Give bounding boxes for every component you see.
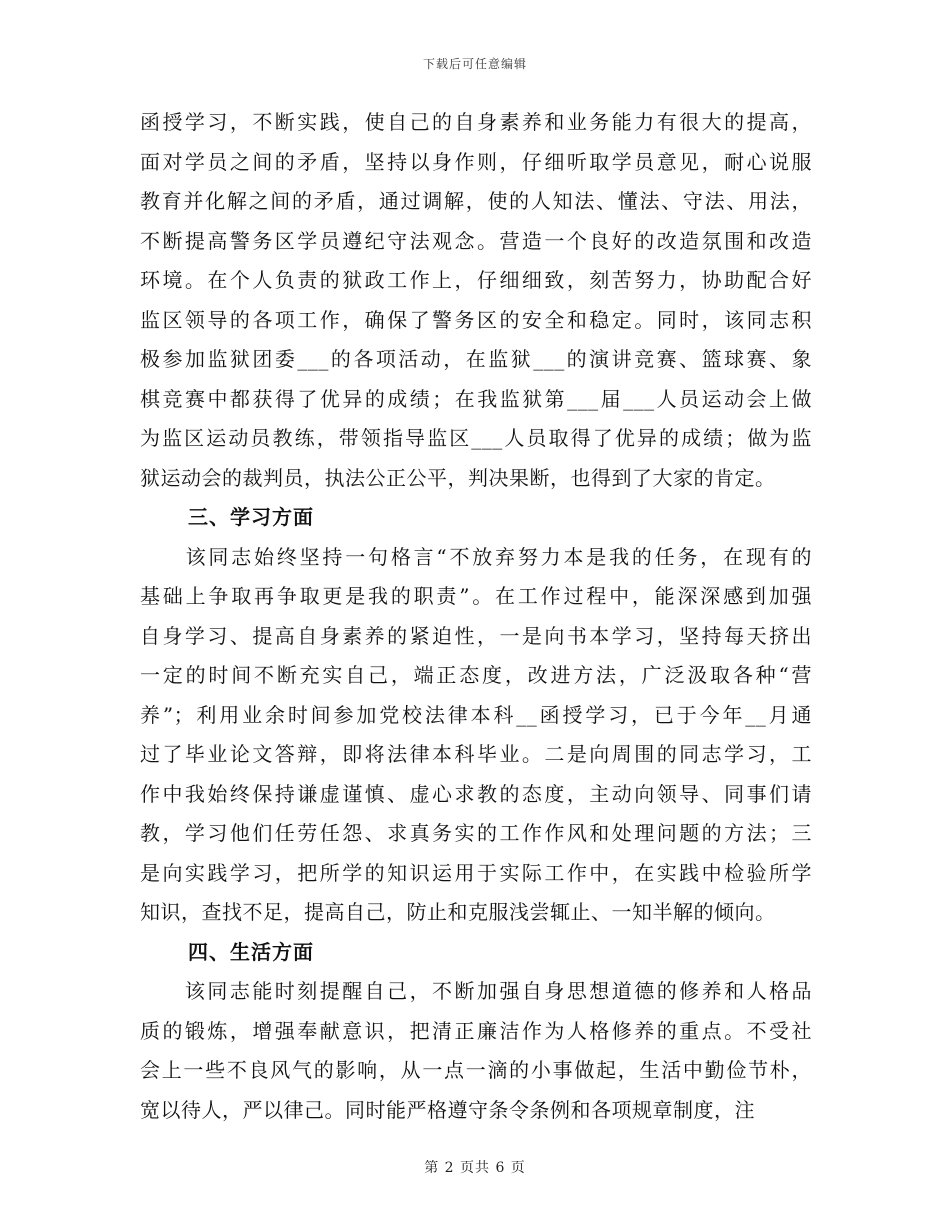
paragraph-line: 函授学习，不断实践，使自己的自身素养和业务能力有很大的提高，	[140, 110, 812, 134]
paragraph-line: 基础上争取再争取更是我的职责”。在工作过程中，能深深感到加强	[140, 584, 812, 608]
section-heading: 四、生活方面	[188, 939, 314, 964]
paragraph-line: 该同志始终坚持一句格言“不放弃努力本是我的任务，在现有的	[140, 544, 812, 569]
paragraph-line: 质的锻炼，增强奉献意识，把清正廉洁作为人格修养的重点。不受社	[140, 1018, 812, 1043]
paragraph-line: 不断提高警务区学员遵纪守法观念。营造一个良好的改造氛围和改造	[140, 228, 812, 253]
paragraph-line: 教育并化解之间的矛盾，通过调解，使的人知法、懂法、守法、用法，	[140, 189, 812, 213]
page-header: 下载后可任意编辑	[422, 57, 527, 71]
paragraph-line: 面对学员之间的矛盾，坚持以身作则，仔细听取学员意见，耐心说服	[140, 149, 812, 174]
paragraph-line: 环境。在个人负责的狱政工作上，仔细细致，刻苦努力，协助配合好	[140, 268, 812, 292]
paragraph-line: 作中我始终保持谦虚谨慎、虚心求教的态度，主动向领导、同事们请	[140, 781, 812, 806]
paragraph-line: 宽以待人，严以律己。同时能严格遵守条令条例和各项规章制度，注	[140, 1097, 755, 1122]
paragraph-line: 过了毕业论文答辩，即将法律本科毕业。二是向周围的同志学习，工	[140, 742, 812, 766]
section-heading: 三、学习方面	[188, 505, 314, 529]
paragraph-line: 教，学习他们任劳任怨、求真务实的工作作风和处理问题的方法；三	[140, 821, 812, 845]
paragraph-line: 知识，查找不足，提高自己，防止和克服浅尝辄止、一知半解的倾向。	[140, 900, 776, 924]
paragraph-line: 一定的时间不断充实自己，端正态度，改进方法，广泛汲取各种“营	[140, 663, 812, 687]
paragraph-line: 是向实践学习，把所学的知识运用于实际工作中，在实践中检验所学	[140, 860, 812, 885]
paragraph-line: 狱运动会的裁判员，执法公正公平，判决果断，也得到了大家的肯定。	[140, 465, 776, 490]
paragraph-line: 养”；利用业余时间参加党校法律本科__函授学习，已于今年__月通	[140, 702, 812, 727]
paragraph-line: 该同志能时刻提醒自己，不断加强自身思想道德的修养和人格品	[140, 979, 812, 1003]
paragraph-line: 监区领导的各项工作，确保了警务区的安全和稳定。同时，该同志积	[140, 307, 812, 332]
paragraph-line: 自身学习、提高自身素养的紧迫性，一是向书本学习，坚持每天挤出	[140, 623, 812, 648]
document-body	[140, 103, 812, 1130]
paragraph-line: 会上一些不良风气的影响，从一点一滴的小事做起，生活中勤俭节朴，	[140, 1058, 812, 1082]
paragraph-line: 极参加监狱团委___的各项活动，在监狱___的演讲竞赛、篮球赛、象	[140, 347, 812, 371]
paragraph-line: 为监区运动员教练，带领指导监区___人员取得了优异的成绩；做为监	[140, 426, 812, 450]
paragraph-line: 棋竞赛中都获得了优异的成绩；在我监狱第___届___人员运动会上做	[140, 386, 812, 411]
page-footer: 第 2 页共 6 页	[424, 1160, 526, 1176]
